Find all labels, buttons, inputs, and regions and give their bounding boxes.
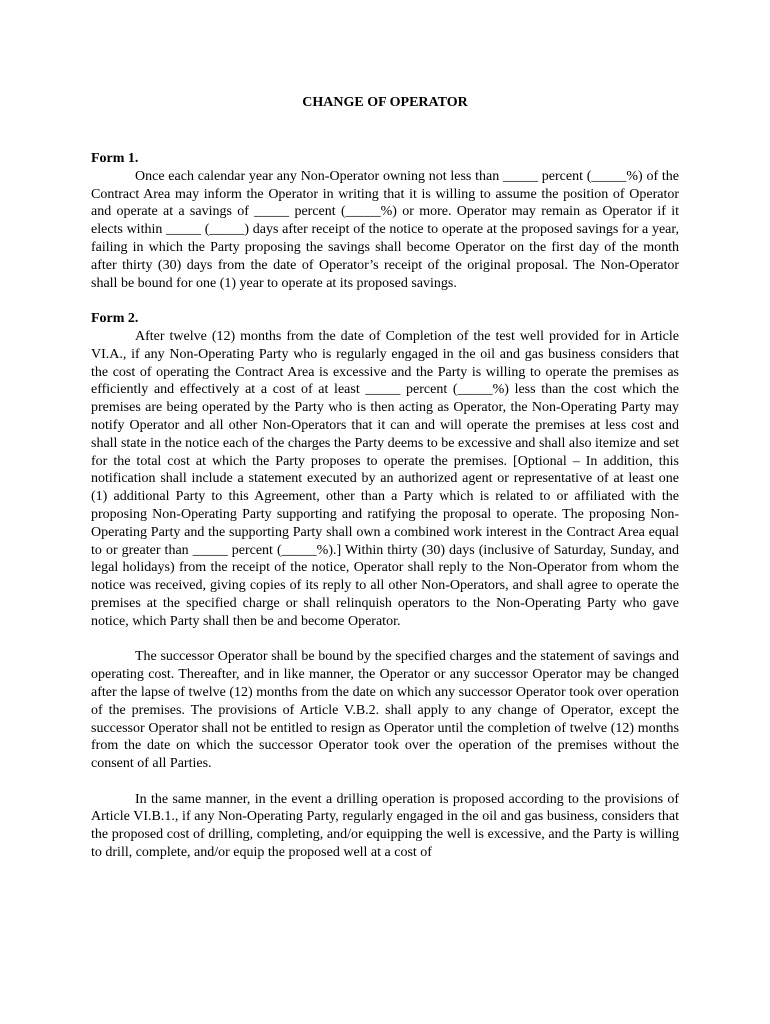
form-1-paragraph: Once each calendar year any Non-Operator owning not less than _____ percent (_____%) of the Contract Area may inform the Operator in writing that it is willing to assume the position of Operator and operate at a savings of _____ percent (_____%) or more. Operator may remain as Operator if it elects within _____ (_____) days after receipt of the notice to operate at the proposed savings for a year, failing in which the Party proposing the savings shall become Operator on the first day of the month after thirty (30) days from the date of Operator’s receipt of the original proposal. The Non-Operator shall be bound for one (1) year to operate at its proposed savings.	[91, 168, 679, 291]
form-2-section	[91, 310, 679, 862]
form-2-paragraph-1: After twelve (12) months from the date of Completion of the test well provided for in Article VI.A., if any Non-Operating Party who is regularly engaged in the oil and gas business considers that the cost of operating the Contract Area is excessive and the Party is willing to operate the premises as efficiently and effectively at a cost of at least _____ percent (_____%) less than the cost which the premises are being operated by the Party who is then acting as Operator, the Non-Operating Party may notify Operator and all other Non-Operators that it can and will operate the premises at less cost and shall state in the notice each of the charges the Party deems to be excessive and shall also itemize and set for the total cost at which the Party proposes to operate the premises. [Optional – In addition, this notification shall include a statement executed by an authorized agent or representative of at least one (1) additional Party to this Agreement, other than a Party which is related to or affiliated with the proposing Non-Operating Party supporting and ratifying the proposal to operate. The proposing Non-Operating Party and the supporting Party shall own a combined work interest in the Contract Area equal to or greater than _____ percent (_____%).] Within thirty (30) days (inclusive of Saturday, Sunday, and legal holidays) from the receipt of the notice, Operator shall reply to the Non-Operator from whom the notice was received, giving copies of its reply to all other Non-Operators, and shall agree to operate the premises at the specified charge or shall relinquish operators to the Non-Operating Party who gave notice, which Party shall then be and become Operator.	[91, 328, 679, 629]
document-title: CHANGE OF OPERATOR	[302, 95, 468, 110]
form-1-heading: Form 1.	[91, 151, 139, 166]
form-1-section	[91, 150, 679, 292]
document-page	[91, 94, 679, 862]
form-2-paragraph-2: The successor Operator shall be bound by the specified charges and the statement of savings and operating cost. Thereafter, and in like manner, the Operator or any successor Operator may be changed after the lapse of twelve (12) months from the date on which any successor Operator took over operation of the premises. The provisions of Article V.B.2. shall apply to any change of Operator, except the successor Operator shall not be entitled to resign as Operator until the completion of twelve (12) months from the date on which the successor Operator took over the operation of the premises without the consent of all Parties.	[91, 649, 679, 772]
form-2-heading: Form 2.	[91, 311, 139, 327]
form-2-paragraph-3: In the same manner, in the event a drilling operation is proposed according to the provisions of Article VI.B.1., if any Non-Operating Party, regularly engaged in the oil and gas business, considers that the proposed cost of drilling, completing, and/or equipping the well is excessive, and the Party is willing to drill, complete, and/or equip the proposed well at a cost of	[91, 791, 679, 861]
